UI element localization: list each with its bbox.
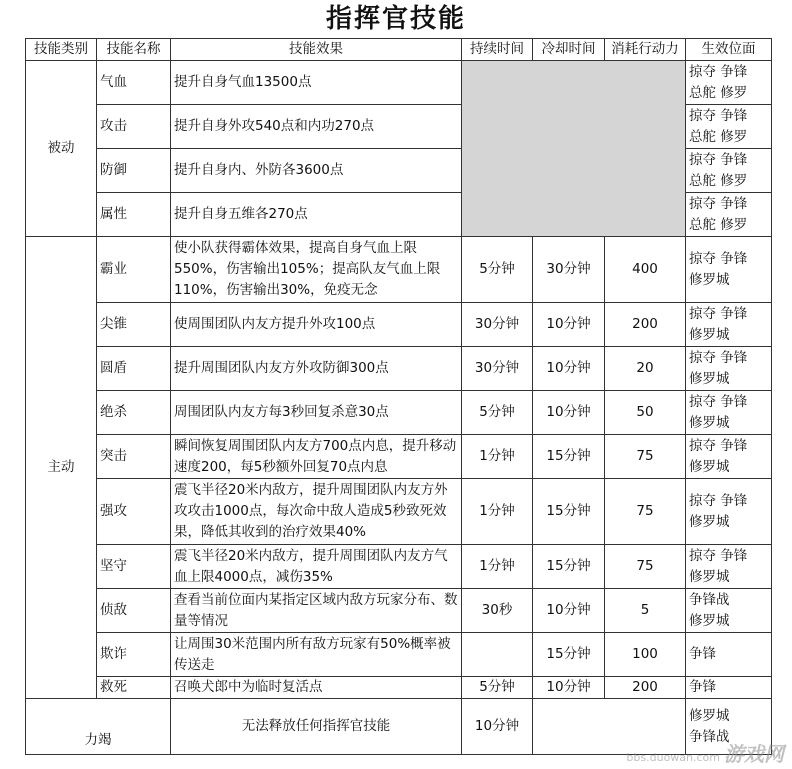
skill-effect: 提升自身外攻540点和内功270点: [171, 105, 462, 149]
passive-empty-block: [462, 61, 686, 237]
commander-skill-table: [25, 38, 772, 755]
skill-cost: 50: [605, 391, 686, 435]
category-passive: 被动: [26, 61, 97, 237]
skill-position: 掠夺 争锋 修罗城: [686, 237, 772, 303]
skill-position: 掠夺 争锋 修罗城: [686, 391, 772, 435]
skill-duration: 1分钟: [462, 545, 533, 589]
skill-position: 掠夺 争锋 总舵 修罗: [686, 61, 772, 105]
skill-cooldown: 10分钟: [533, 303, 605, 347]
table-row: [26, 435, 772, 479]
skill-cooldown: 10分钟: [533, 391, 605, 435]
skill-effect: 提升自身五维各270点: [171, 193, 462, 237]
page-title: 指挥官技能: [325, 4, 466, 34]
table-row: [26, 237, 772, 303]
skill-cost: 400: [605, 237, 686, 303]
exhaust-position: 修罗城 争锋战: [686, 699, 772, 755]
skill-effect: 查看当前位面内某指定区域内敌方玩家分布、数量等情况: [171, 589, 462, 633]
skill-duration: 1分钟: [462, 435, 533, 479]
skill-duration: 5分钟: [462, 237, 533, 303]
exhaust-name: 力竭: [26, 699, 171, 755]
header-category: 技能类别: [26, 39, 97, 61]
table-row: [26, 303, 772, 347]
skill-effect: 震飞半径20米内敌方，提升周围团队内友方气血上限4000点，减伤35%: [171, 545, 462, 589]
skill-effect: 周围团队内友方每3秒回复杀意30点: [171, 391, 462, 435]
skill-effect: 让周围30米范围内所有敌方玩家有50%概率被传送走: [171, 633, 462, 677]
skill-effect: 提升自身内、外防各3600点: [171, 149, 462, 193]
table-row: [26, 61, 772, 105]
skill-cooldown: 15分钟: [533, 633, 605, 677]
skill-duration: 5分钟: [462, 677, 533, 699]
skill-position: 掠夺 争锋 总舵 修罗: [686, 149, 772, 193]
skill-effect: 使周围团队内友方提升外攻100点: [171, 303, 462, 347]
table-row: [26, 545, 772, 589]
skill-name: 救死: [97, 677, 171, 699]
skill-position: 掠夺 争锋 修罗城: [686, 545, 772, 589]
header-name: 技能名称: [97, 39, 171, 61]
exhaust-empty: [533, 699, 686, 755]
table-row: [26, 699, 772, 755]
skill-name: 尖锥: [97, 303, 171, 347]
skill-effect: 使小队获得霸体效果，提高自身气血上限550%，伤害输出105%；提高队友气血上限110%，伤害输出30%，免疫无念: [171, 237, 462, 303]
exhaust-duration: 10分钟: [462, 699, 533, 755]
skill-cooldown: 15分钟: [533, 479, 605, 545]
skill-effect: 震飞半径20米内敌方，提升周围团队内友方外攻攻击1000点，每次命中敌人造成5秒致死效果，降低其收到的治疗效果40%: [171, 479, 462, 545]
skill-cost: 75: [605, 545, 686, 589]
skill-cooldown: 15分钟: [533, 545, 605, 589]
header-duration: 持续时间: [462, 39, 533, 61]
skill-effect: 瞬间恢复周围团队内友方700点内息，提升移动速度200，每5秒额外回复70点内息: [171, 435, 462, 479]
skill-name: 攻击: [97, 105, 171, 149]
skill-name: 坚守: [97, 545, 171, 589]
skill-cooldown: 15分钟: [533, 435, 605, 479]
skill-duration: 30分钟: [462, 347, 533, 391]
header-effect: 技能效果: [171, 39, 462, 61]
table-row: [26, 391, 772, 435]
skill-name: 欺诈: [97, 633, 171, 677]
skill-position: 掠夺 争锋 修罗城: [686, 479, 772, 545]
skill-name: 侦敌: [97, 589, 171, 633]
skill-name: 霸业: [97, 237, 171, 303]
skill-position: 掠夺 争锋 修罗城: [686, 435, 772, 479]
header-cost: 消耗行动力: [605, 39, 686, 61]
skill-effect: 召唤犬郎中为临时复活点: [171, 677, 462, 699]
skill-position: 争锋: [686, 677, 772, 699]
table-row: [26, 589, 772, 633]
table-row: [26, 633, 772, 677]
site-watermark: bbs.duowan.com 游戏网: [626, 742, 784, 766]
skill-cooldown: 10分钟: [533, 677, 605, 699]
skill-cost: 5: [605, 589, 686, 633]
skill-cost: 75: [605, 479, 686, 545]
skill-duration: 1分钟: [462, 479, 533, 545]
skill-position: 掠夺 争锋 总舵 修罗: [686, 193, 772, 237]
category-active: 主动: [26, 237, 97, 699]
header-row: [26, 39, 772, 61]
skill-cost: 200: [605, 677, 686, 699]
skill-cost: 100: [605, 633, 686, 677]
skill-duration: 5分钟: [462, 391, 533, 435]
skill-position: 掠夺 争锋 总舵 修罗: [686, 105, 772, 149]
skill-cost: 75: [605, 435, 686, 479]
header-position: 生效位面: [686, 39, 772, 61]
skill-cost: 20: [605, 347, 686, 391]
skill-duration: 30分钟: [462, 303, 533, 347]
skill-name: 防御: [97, 149, 171, 193]
skill-name: 圆盾: [97, 347, 171, 391]
skill-cost: 200: [605, 303, 686, 347]
skill-duration: 30秒: [462, 589, 533, 633]
table-row: [26, 677, 772, 699]
skill-position: 争锋战 修罗城: [686, 589, 772, 633]
skill-name: 绝杀: [97, 391, 171, 435]
skill-position: 掠夺 争锋 修罗城: [686, 347, 772, 391]
exhaust-effect: 无法释放任何指挥官技能: [171, 699, 462, 755]
skill-cooldown: 10分钟: [533, 347, 605, 391]
skill-name: 属性: [97, 193, 171, 237]
skill-position: 掠夺 争锋 修罗城: [686, 303, 772, 347]
header-cooldown: 冷却时间: [533, 39, 605, 61]
skill-duration: [462, 633, 533, 677]
skill-cooldown: 10分钟: [533, 589, 605, 633]
skill-name: 气血: [97, 61, 171, 105]
skill-effect: 提升周围团队内友方外攻防御300点: [171, 347, 462, 391]
skill-position: 争锋: [686, 633, 772, 677]
skill-effect: 提升自身气血13500点: [171, 61, 462, 105]
skill-cooldown: 30分钟: [533, 237, 605, 303]
skill-name: 强攻: [97, 479, 171, 545]
skill-name: 突击: [97, 435, 171, 479]
table-row: [26, 479, 772, 545]
table-row: [26, 347, 772, 391]
